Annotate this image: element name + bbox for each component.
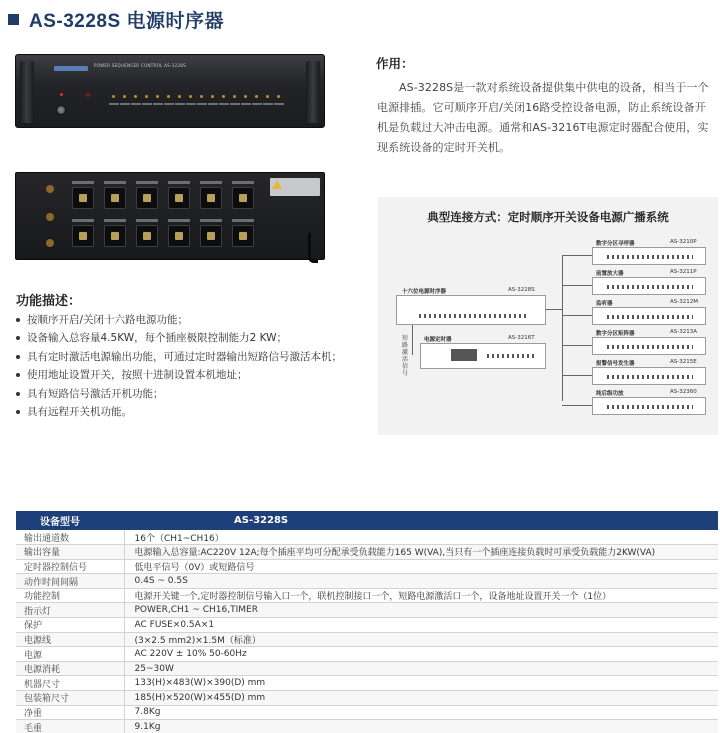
bullet-icon bbox=[16, 336, 20, 340]
device-model: AS-3215E bbox=[670, 359, 697, 365]
channel-led-icon bbox=[266, 95, 269, 98]
feature-item bbox=[16, 329, 342, 347]
channel-led-icon bbox=[167, 95, 170, 98]
timer-name: 电源定时器 bbox=[424, 337, 452, 343]
spec-key: 机器尺寸 bbox=[16, 676, 124, 691]
usage-heading: 作用： bbox=[376, 56, 414, 71]
feature-item bbox=[16, 311, 342, 329]
device-name: 纯后级功放 bbox=[596, 391, 624, 397]
spec-key: 功能控制 bbox=[16, 588, 124, 603]
spec-header-value: AS-3228S bbox=[124, 511, 718, 530]
device-box bbox=[592, 277, 706, 295]
feature-item bbox=[16, 348, 342, 366]
rear-port-icon bbox=[46, 239, 54, 247]
device-box bbox=[592, 307, 706, 325]
device-model: AS-3213A bbox=[670, 329, 697, 335]
power-switch-icon bbox=[56, 105, 66, 115]
channel-label-mark bbox=[131, 103, 141, 105]
device-name: 监听器 bbox=[596, 301, 613, 307]
spec-row bbox=[16, 588, 718, 603]
power-outlet-icon bbox=[168, 225, 190, 247]
channel-label-mark bbox=[186, 103, 196, 105]
spec-row bbox=[16, 574, 718, 589]
features-list bbox=[16, 311, 342, 421]
spec-value: 133(H)×483(W)×390(D) mm bbox=[124, 676, 718, 691]
power-cable-icon bbox=[308, 233, 318, 263]
spec-header-key: 设备型号 bbox=[16, 511, 124, 530]
spec-value: 7.8Kg bbox=[124, 705, 718, 720]
device-box bbox=[592, 337, 706, 355]
spec-key: 定时器控制信号 bbox=[16, 559, 124, 574]
feature-item bbox=[16, 366, 342, 384]
connector-line bbox=[562, 315, 592, 316]
power-outlet-icon bbox=[136, 225, 158, 247]
timer-led-icon bbox=[86, 93, 90, 97]
spec-value: AC 220V ± 10% 50-60Hz bbox=[124, 647, 718, 662]
feature-text: 具有短路信号激活开机功能； bbox=[27, 387, 164, 400]
device-control-row bbox=[607, 345, 693, 349]
spec-value: 低电平信号（0V）或短路信号 bbox=[124, 559, 718, 574]
product-rear-panel-image bbox=[15, 172, 325, 260]
spec-value: 电源开关键一个,定时器控制信号输入口一个，联机控制接口一个，短路电源激活口一个，设备地址设置开关一个（1位） bbox=[124, 588, 718, 603]
bullet-icon bbox=[16, 410, 20, 414]
bullet-icon bbox=[16, 355, 20, 359]
channel-led-icon bbox=[233, 95, 236, 98]
timer-model: AS-3216T bbox=[508, 335, 535, 341]
power-outlet-icon bbox=[104, 225, 126, 247]
device-control-row bbox=[607, 315, 693, 319]
outlet-label-mark bbox=[136, 181, 158, 184]
spec-value: AC FUSE×0.5A×1 bbox=[124, 618, 718, 633]
short-signal-label: 短路激活信号 bbox=[402, 335, 409, 377]
device-box bbox=[592, 397, 706, 415]
power-outlet-icon bbox=[232, 187, 254, 209]
channel-led-icon bbox=[178, 95, 181, 98]
spec-key: 输出容量 bbox=[16, 545, 124, 560]
spec-row bbox=[16, 545, 718, 560]
channel-led-icon bbox=[200, 95, 203, 98]
diagram-title: 典型连接方式：定时顺序开关设备电源广播系统 bbox=[427, 210, 669, 224]
sequencer-model: AS-3228S bbox=[508, 287, 535, 293]
outlet-label-mark bbox=[200, 219, 222, 222]
power-outlet-icon bbox=[200, 187, 222, 209]
timer-button-row bbox=[487, 354, 537, 358]
feature-text: 设备输入总容量4.5KW，每个插座极限控制能力2 KW； bbox=[27, 332, 288, 345]
brand-logo bbox=[54, 66, 88, 71]
channel-label-mark bbox=[274, 103, 284, 105]
connector-line bbox=[562, 375, 592, 376]
spec-value: POWER,CH1 ~ CH16,TIMER bbox=[124, 603, 718, 618]
spec-row bbox=[16, 661, 718, 676]
connector-line bbox=[562, 345, 592, 346]
spec-row bbox=[16, 647, 718, 662]
channel-label-mark bbox=[208, 103, 218, 105]
outlet-label-mark bbox=[72, 219, 94, 222]
channel-label-mark bbox=[241, 103, 251, 105]
channel-label-mark bbox=[263, 103, 273, 105]
spec-row bbox=[16, 632, 718, 647]
rack-ear-right bbox=[306, 61, 320, 123]
front-panel-label: POWER SEQUENCER CONTROL AS-3228S bbox=[94, 63, 186, 68]
device-name: 前置放大器 bbox=[596, 271, 624, 277]
page-title: AS-3228S 电源时序器 bbox=[29, 10, 224, 32]
connector-line bbox=[412, 325, 413, 355]
channel-label-mark bbox=[197, 103, 207, 105]
device-model: AS-32360 bbox=[670, 389, 697, 395]
channel-led-icon bbox=[112, 95, 115, 98]
power-outlet-icon bbox=[72, 187, 94, 209]
outlet-label-mark bbox=[232, 181, 254, 184]
connector-line bbox=[562, 405, 592, 406]
device-control-row bbox=[607, 405, 693, 409]
connector-bus bbox=[562, 255, 563, 401]
spec-value: 0.4S ~ 0.5S bbox=[124, 574, 718, 589]
channel-led-icon bbox=[244, 95, 247, 98]
channel-led-icon bbox=[156, 95, 159, 98]
outlet-label-mark bbox=[136, 219, 158, 222]
title-row bbox=[8, 8, 224, 30]
spec-value: 9.1Kg bbox=[124, 720, 718, 733]
spec-key: 包装箱尺寸 bbox=[16, 691, 124, 706]
spec-row bbox=[16, 559, 718, 574]
device-control-row bbox=[607, 285, 693, 289]
channel-label-mark bbox=[120, 103, 130, 105]
spec-row bbox=[16, 691, 718, 706]
outlet-label-mark bbox=[168, 219, 190, 222]
bullet-icon bbox=[16, 392, 20, 396]
spec-key: 毛重 bbox=[16, 720, 124, 733]
spec-value: (3×2.5 mm2)×1.5M（标准） bbox=[124, 632, 718, 647]
spec-key: 净重 bbox=[16, 705, 124, 720]
outlet-label-mark bbox=[104, 181, 126, 184]
spec-value: 25~30W bbox=[124, 661, 718, 676]
spec-value: 电源输入总容量:AC220V 12A;每个插座平均可分配承受负载能力165 W(VA),当只有一个插座连接负载时可承受负载能力2KW(VA) bbox=[124, 545, 718, 560]
feature-text: 按顺序开启/关闭十六路电源功能； bbox=[27, 314, 189, 326]
rear-port-icon bbox=[46, 185, 54, 193]
power-outlet-icon bbox=[200, 225, 222, 247]
outlet-label-mark bbox=[168, 181, 190, 184]
device-control-row bbox=[607, 375, 693, 379]
connection-diagram bbox=[378, 197, 718, 435]
features-heading: 功能描述： bbox=[16, 294, 82, 309]
device-box bbox=[592, 367, 706, 385]
spec-table bbox=[16, 511, 718, 733]
outlet-label-mark bbox=[72, 181, 94, 184]
outlet-label-mark bbox=[200, 181, 222, 184]
device-name: 数字分区矩阵器 bbox=[596, 331, 635, 337]
feature-text: 具有远程开关机功能。 bbox=[27, 406, 132, 419]
spec-row bbox=[16, 676, 718, 691]
spec-key: 电源 bbox=[16, 647, 124, 662]
rear-port-icon bbox=[46, 213, 54, 221]
spec-row bbox=[16, 720, 718, 733]
spec-value: 185(H)×520(W)×455(D) mm bbox=[124, 691, 718, 706]
rack-ear-left bbox=[20, 61, 34, 123]
channel-label-mark bbox=[109, 103, 119, 105]
channel-led-icon bbox=[211, 95, 214, 98]
warning-icon bbox=[272, 180, 282, 189]
power-outlet-icon bbox=[136, 187, 158, 209]
device-model: AS-3211P bbox=[670, 269, 697, 275]
spec-row bbox=[16, 618, 718, 633]
sequencer-indicator-row bbox=[419, 314, 529, 318]
spec-header-row bbox=[16, 511, 718, 530]
feature-text: 使用地址设置开关，按照十进制设置本机地址； bbox=[27, 369, 248, 382]
spec-key: 动作时间间隔 bbox=[16, 574, 124, 589]
channel-led-icon bbox=[222, 95, 225, 98]
channel-led-icon bbox=[189, 95, 192, 98]
channel-label-mark bbox=[230, 103, 240, 105]
device-name: 报警信号发生器 bbox=[596, 361, 635, 367]
spec-key: 输出通道数 bbox=[16, 530, 124, 545]
channel-led-icon bbox=[255, 95, 258, 98]
channel-label-mark bbox=[175, 103, 185, 105]
spec-row bbox=[16, 603, 718, 618]
device-model: AS-3210P bbox=[670, 239, 697, 245]
channel-label-mark bbox=[153, 103, 163, 105]
device-model: AS-3212M bbox=[670, 299, 698, 305]
connector-line bbox=[562, 255, 592, 256]
timer-display-icon bbox=[451, 349, 477, 361]
bullet-icon bbox=[16, 373, 20, 377]
spec-value: 16个（CH1~CH16） bbox=[124, 530, 718, 545]
channel-label-mark bbox=[142, 103, 152, 105]
spec-row bbox=[16, 530, 718, 545]
channel-led-icon bbox=[277, 95, 280, 98]
connector-line bbox=[562, 285, 592, 286]
feature-text: 具有定时激活电源输出功能，可通过定时器输出短路信号激活本机； bbox=[27, 350, 342, 363]
feature-item bbox=[16, 385, 342, 403]
channel-label-mark bbox=[219, 103, 229, 105]
timer-box bbox=[420, 343, 546, 369]
spec-key: 电源线 bbox=[16, 632, 124, 647]
power-outlet-icon bbox=[72, 225, 94, 247]
channel-led-icon bbox=[145, 95, 148, 98]
power-outlet-icon bbox=[232, 225, 254, 247]
power-outlet-icon bbox=[104, 187, 126, 209]
usage-text: AS-3228S是一款对系统设备提供集中供电的设备，相当于一个电源排插。它可顺序开启/关闭16路受控设备电源，防止系统设备开机是负载过大冲击电源。通常和AS-3216T电源定时器配合使用，实现系统设备的定时开关机。 bbox=[377, 81, 709, 154]
device-control-row bbox=[607, 255, 693, 259]
power-outlet-icon bbox=[168, 187, 190, 209]
channel-led-icon bbox=[123, 95, 126, 98]
connector-line bbox=[546, 309, 562, 310]
sequencer-name: 十六位电源时序器 bbox=[402, 289, 447, 295]
outlet-label-mark bbox=[104, 219, 126, 222]
bullet-icon bbox=[16, 318, 20, 322]
spec-key: 指示灯 bbox=[16, 603, 124, 618]
spec-body bbox=[16, 530, 718, 733]
spec-row bbox=[16, 705, 718, 720]
channel-led-icon bbox=[134, 95, 137, 98]
device-box bbox=[592, 247, 706, 265]
feature-item bbox=[16, 403, 342, 421]
channel-label-mark bbox=[164, 103, 174, 105]
channel-label-mark bbox=[252, 103, 262, 105]
spec-key: 电源消耗 bbox=[16, 661, 124, 676]
device-name: 数字分区寻呼器 bbox=[596, 241, 635, 247]
sequencer-box bbox=[396, 295, 546, 325]
power-led-icon bbox=[60, 93, 63, 96]
title-square-icon bbox=[8, 14, 19, 25]
product-front-panel-image bbox=[15, 54, 325, 128]
outlet-label-mark bbox=[232, 219, 254, 222]
spec-key: 保护 bbox=[16, 618, 124, 633]
